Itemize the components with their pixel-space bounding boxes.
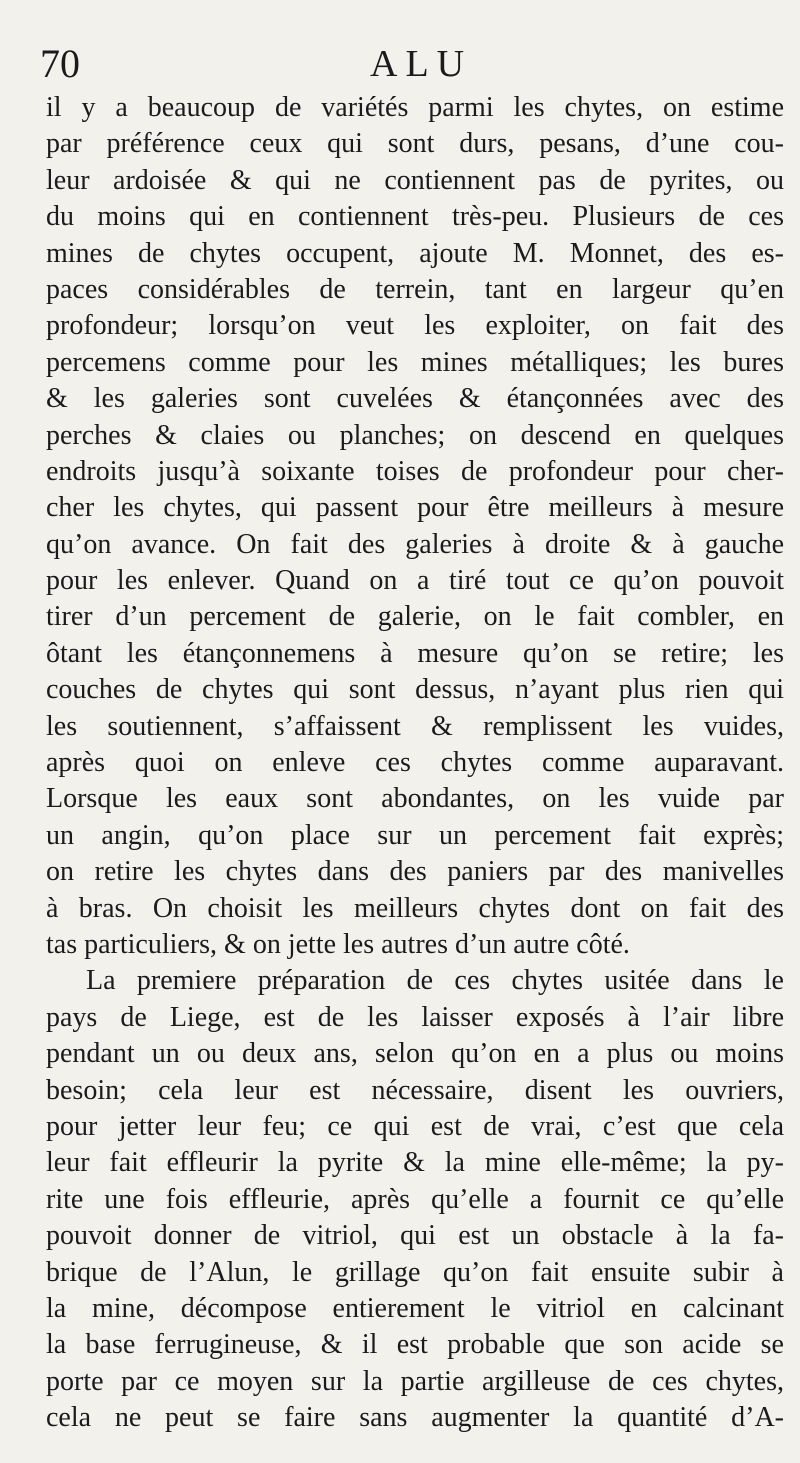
text-line: pendant un ou deux ans, selon qu’on en a plus ou moins (46, 1038, 784, 1070)
text-line: besoin; cela leur est nécessaire, disent les ouvriers, (46, 1074, 784, 1106)
text-line: porte par ce moyen sur la partie argilleuse de ces chytes, (46, 1365, 784, 1397)
text-line: la mine, décompose entierement le vitriol en calcinant (46, 1292, 784, 1324)
text-line: leur ardoisée & qui ne contiennent pas de pyrites, ou (46, 164, 784, 196)
text-line: percemens comme pour les mines métalliques; les bures (46, 346, 784, 378)
text-line: pays de Liege, est de les laisser exposés à l’air libre (46, 1001, 784, 1033)
text-line: il y a beaucoup de variétés parmi les chytes, on estime (46, 92, 784, 123)
text-line: & les galeries sont cuvelées & étançonnées avec des (46, 383, 784, 415)
text-line: paces considérables de terrein, tant en largeur qu’en (46, 273, 784, 305)
text-line: tirer d’un percement de galerie, on le fait combler, en (46, 601, 784, 633)
text-line: Lorsque les eaux sont abondantes, on les vuide par (46, 783, 784, 815)
text-line: qu’on avance. On fait des galeries à droite & à gauche (46, 528, 784, 560)
text-line: tas particuliers, & on jette les autres d’un autre côté. (46, 928, 630, 960)
text-line: endroits jusqu’à soixante toises de profondeur pour cher- (46, 455, 784, 487)
text-line: pour les enlever. Quand on a tiré tout ce qu’on pouvoit (46, 565, 784, 597)
text-line: profondeur; lorsqu’on veut les exploiter, on fait des (46, 310, 784, 342)
body-text (46, 90, 784, 1436)
text-line: un angin, qu’on place sur un percement fait exprès; (46, 819, 784, 851)
text-line: leur fait effleurir la pyrite & la mine elle-même; la py- (46, 1147, 784, 1179)
text-line: couches de chytes qui sont dessus, n’ayant plus rien qui (46, 674, 784, 706)
text-line: rite une fois effleurie, après qu’elle a fournit ce qu’elle (46, 1183, 784, 1215)
text-line: les soutiennent, s’affaissent & remplissent les vuides, (46, 710, 784, 742)
paragraph-1 (46, 90, 784, 963)
text-line: après quoi on enleve ces chytes comme auparavant. (46, 747, 784, 779)
text-line: cela ne peut se faire sans augmenter la quantité d’A- (46, 1402, 784, 1434)
page-header (40, 36, 780, 92)
text-line: la base ferrugineuse, & il est probable que son acide se (46, 1329, 784, 1361)
text-line: La premiere préparation de ces chytes usitée dans le (86, 965, 784, 997)
paragraph-2 (46, 963, 784, 1436)
running-head: ALU (370, 43, 473, 85)
text-line: mines de chytes occupent, ajoute M. Monnet, des es- (46, 237, 784, 269)
text-line: à bras. On choisit les meilleurs chytes dont on fait des (46, 892, 784, 924)
text-line: cher les chytes, qui passent pour être meilleurs à mesure (46, 492, 784, 524)
text-line: perches & claies ou planches; on descend en quelques (46, 419, 784, 451)
text-line: du moins qui en contiennent très-peu. Plusieurs de ces (46, 201, 784, 233)
text-line: ôtant les étançonnemens à mesure qu’on se retire; les (46, 637, 784, 669)
text-line: par préférence ceux qui sont durs, pesans, d’une cou- (46, 128, 784, 160)
text-line: brique de l’Alun, le grillage qu’on fait ensuite subir à (46, 1256, 784, 1288)
text-line: on retire les chytes dans des paniers par des manivelles (46, 856, 784, 888)
text-line: pour jetter leur feu; ce qui est de vrai, c’est que cela (46, 1110, 784, 1142)
text-line: pouvoit donner de vitriol, qui est un obstacle à la fa- (46, 1220, 784, 1252)
page-number: 70 (40, 41, 80, 86)
